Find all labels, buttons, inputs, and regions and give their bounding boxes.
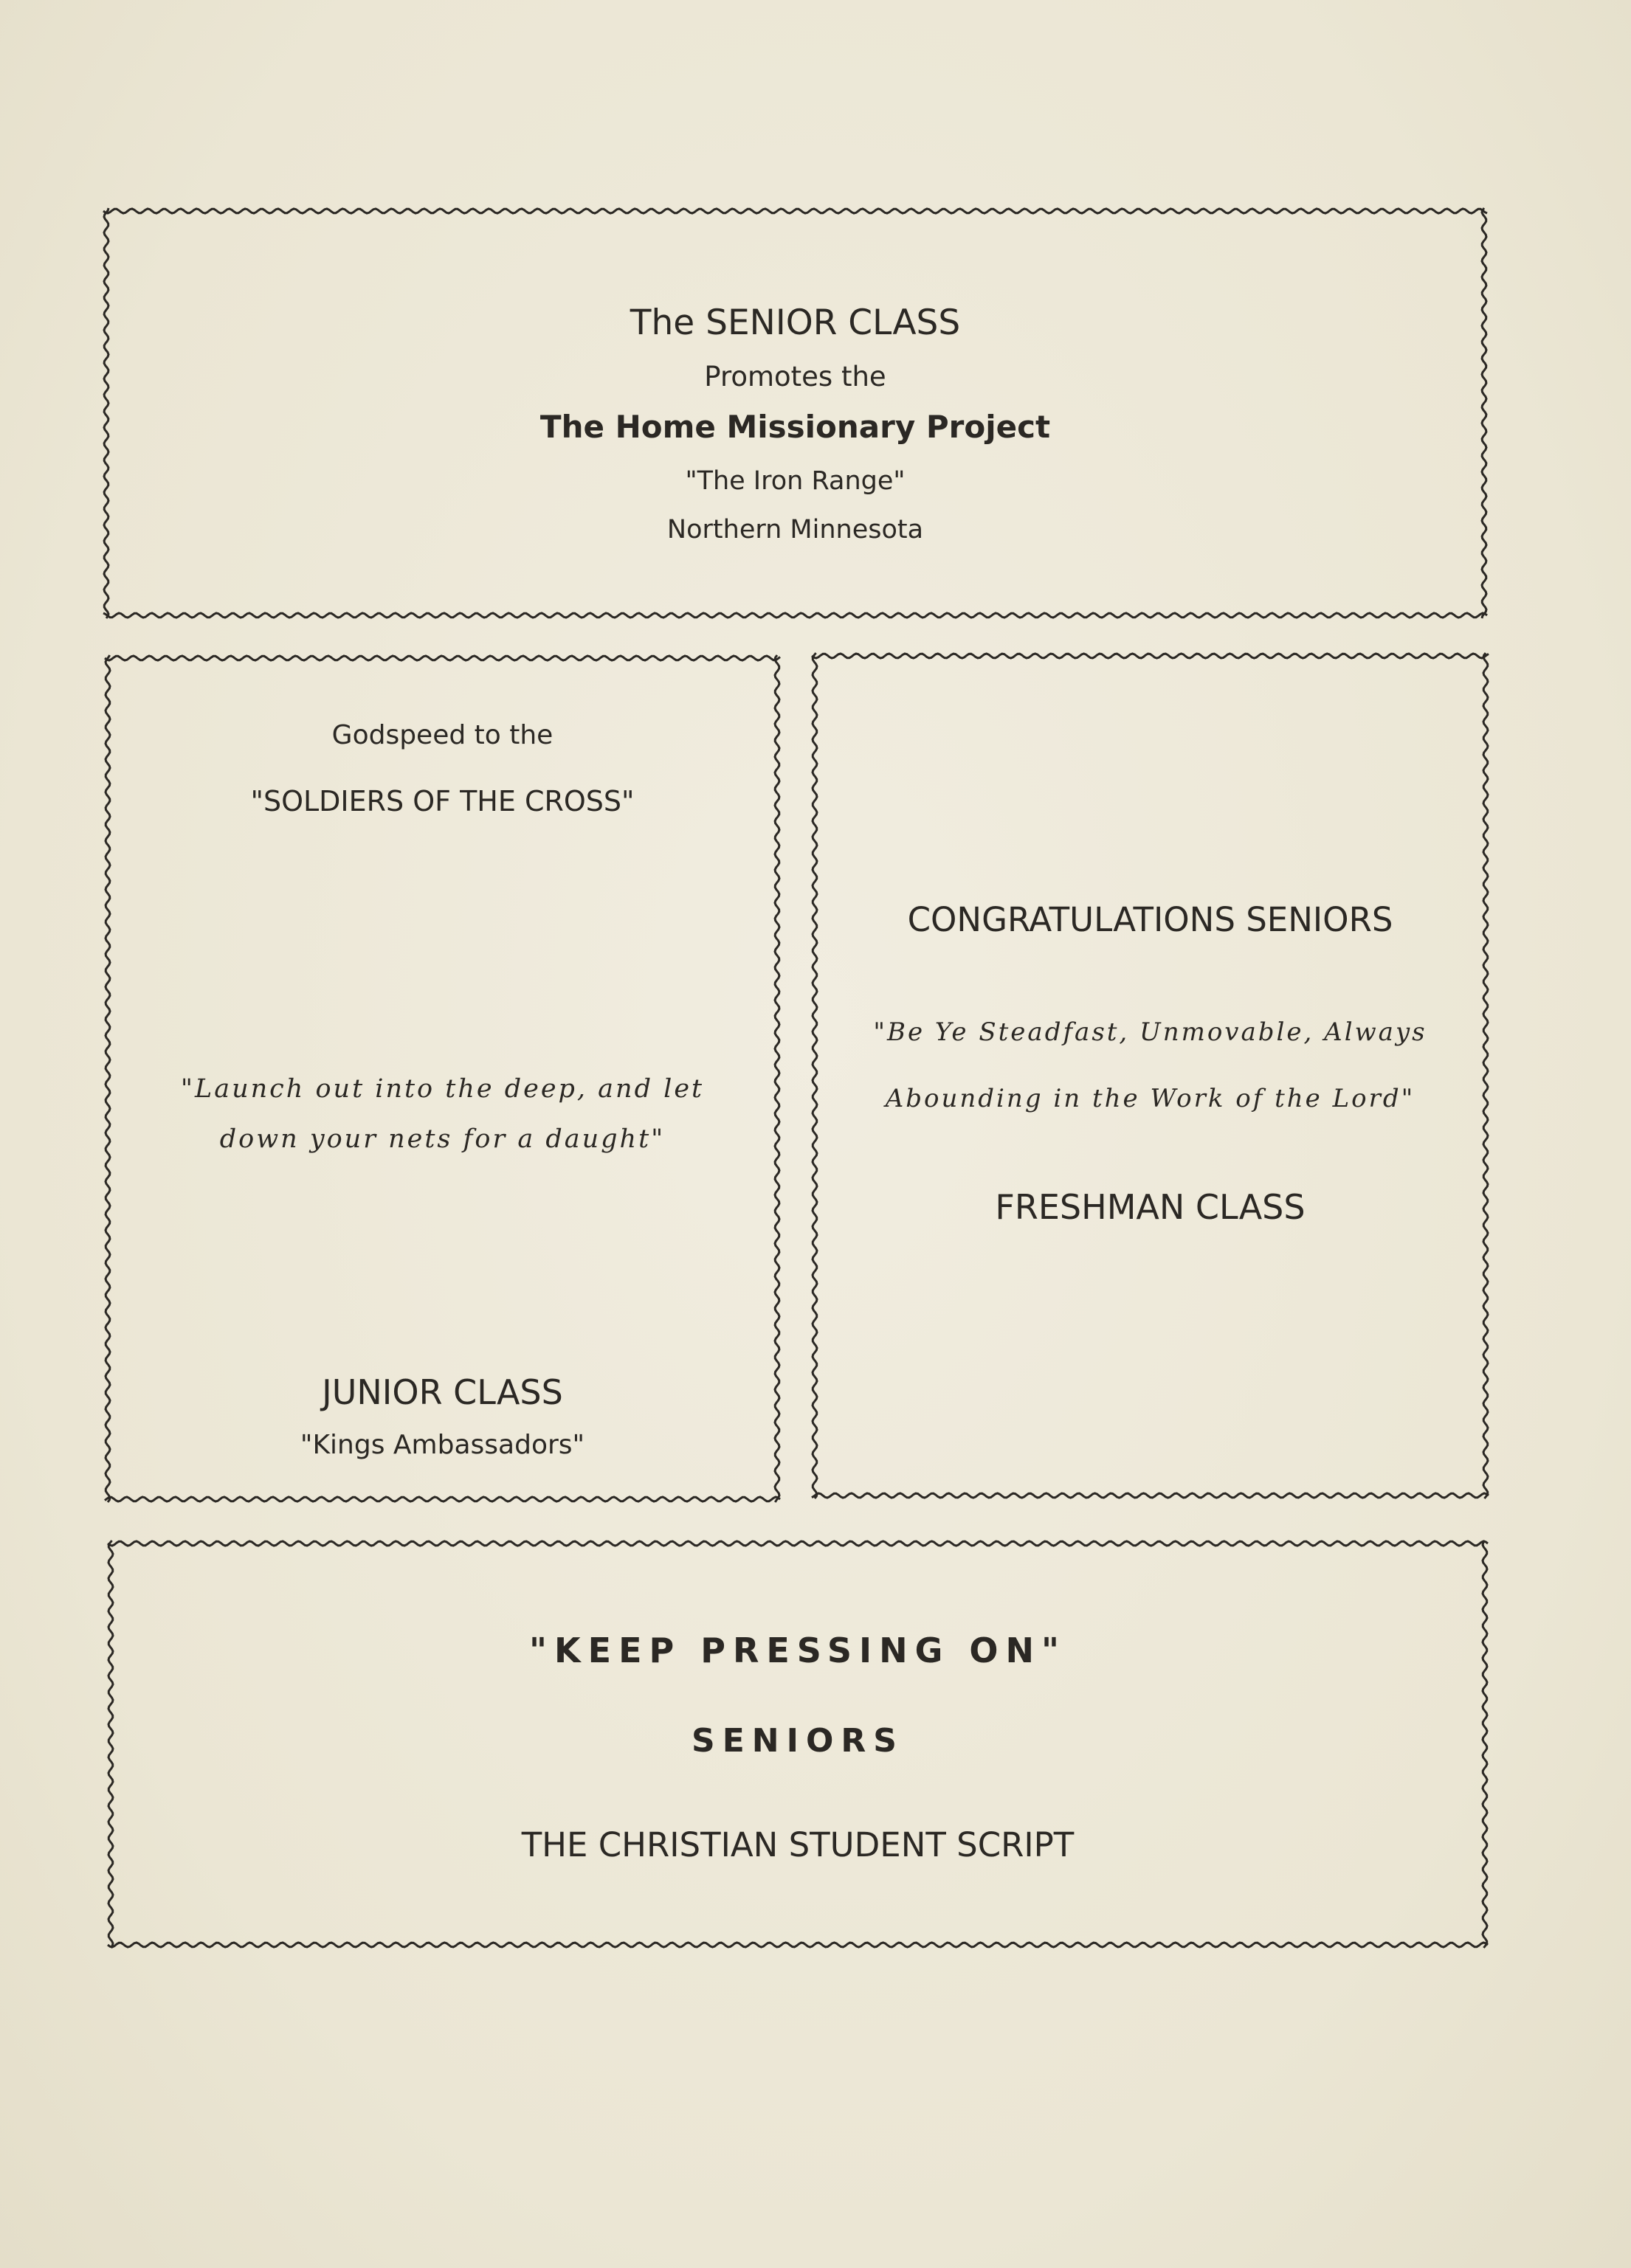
congratulations-heading: CONGRATULATIONS SENIORS — [907, 900, 1393, 939]
godspeed-text: Godspeed to the — [331, 720, 554, 750]
border-wave — [108, 1943, 1488, 1947]
freshman-class-box — [812, 653, 1489, 1498]
border-wave — [813, 653, 817, 1498]
border-wave — [1483, 653, 1488, 1498]
launch-quote-line2: down your nets for a daught" — [219, 1124, 666, 1154]
border-wave — [105, 1497, 780, 1501]
border-wave — [108, 1541, 1488, 1546]
soldiers-text: "SOLDIERS OF THE CROSS" — [250, 785, 635, 817]
junior-class-motto: "Kings Ambassadors" — [300, 1430, 585, 1460]
border-wave — [103, 209, 1487, 213]
christian-student-script-text: THE CHRISTIAN STUDENT SCRIPT — [521, 1825, 1075, 1864]
freshman-class-name: FRESHMAN CLASS — [995, 1187, 1306, 1227]
border-wave — [812, 1493, 1489, 1498]
junior-class-name: JUNIOR CLASS — [322, 1372, 563, 1412]
project-title: The Home Missionary Project — [539, 409, 1051, 445]
promotes-text: Promotes the — [704, 361, 886, 393]
seniors-heading: SENIORS — [692, 1722, 904, 1760]
border-wave — [812, 654, 1489, 658]
steadfast-quote-line1: "Be Ye Steadfast, Unmovable, Always — [873, 1017, 1427, 1047]
junior-class-box — [105, 655, 780, 1502]
launch-quote-line1: "Launch out into the deep, and let — [180, 1074, 705, 1104]
wavy-border — [812, 653, 1489, 1498]
senior-class-heading: The SENIOR CLASS — [630, 302, 961, 343]
steadfast-quote-line2: Abounding in the Work of the Lord" — [885, 1084, 1416, 1113]
border-wave — [105, 656, 780, 660]
border-wave — [103, 613, 1487, 618]
project-location: Northern Minnesota — [666, 515, 924, 544]
keep-pressing-on-heading: "KEEP PRESSING ON" — [529, 1631, 1066, 1670]
script-box — [108, 1541, 1488, 1948]
project-subtitle: "The Iron Range" — [685, 466, 906, 496]
senior-class-box — [103, 208, 1487, 618]
